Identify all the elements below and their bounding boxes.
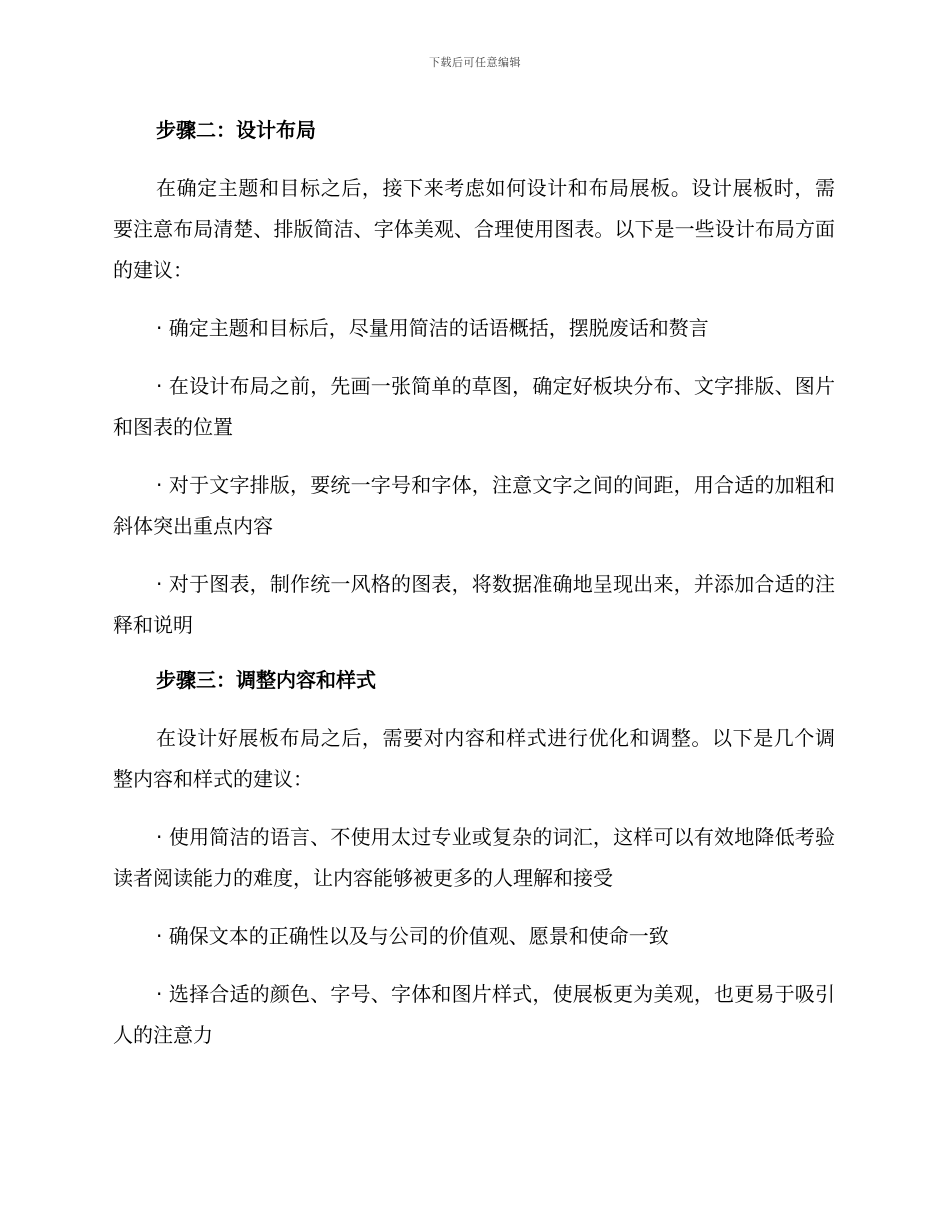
bullet-item: · 确保文本的正确性以及与公司的价值观、愿景和使命一致 — [156, 924, 669, 948]
bullet-item: · 对于图表，制作统一风格的图表，将数据准确地呈现出来，并添加合适的注释和说明 — [113, 572, 835, 637]
section-intro-step-3: 在设计好展板布局之后，需要对内容和样式进行优化和调整。以下是几个调整内容和样式的建议： — [113, 726, 835, 791]
document-body — [113, 112, 835, 1056]
bullet-item: · 使用简洁的语言、不使用太过专业或复杂的词汇，这样可以有效地降低考验读者阅读能力的难度，让内容能够被更多的人理解和接受 — [113, 825, 835, 890]
section-heading-step-2: 步骤二：设计布局 — [156, 118, 316, 142]
bullet-item: · 对于文字排版，要统一字号和字体，注意文字之间的间距，用合适的加粗和斜体突出重点内容 — [113, 473, 835, 538]
bullet-item: · 选择合适的颜色、字号、字体和图片样式，使展板更为美观，也更易于吸引人的注意力 — [113, 982, 835, 1047]
header-note: 下载后可任意编辑 — [429, 56, 521, 69]
bullet-item: · 确定主题和目标后，尽量用简洁的话语概括，摆脱废话和赘言 — [156, 316, 709, 340]
bullet-item: · 在设计布局之前，先画一张简单的草图，确定好板块分布、文字排版、图片和图表的位置 — [113, 374, 835, 439]
section-intro-step-2: 在确定主题和目标之后，接下来考虑如何设计和布局展板。设计展板时，需要注意布局清楚、排版简洁、字体美观、合理使用图表。以下是一些设计布局方面的建议： — [113, 176, 835, 282]
section-heading-step-3: 步骤三：调整内容和样式 — [156, 668, 376, 692]
